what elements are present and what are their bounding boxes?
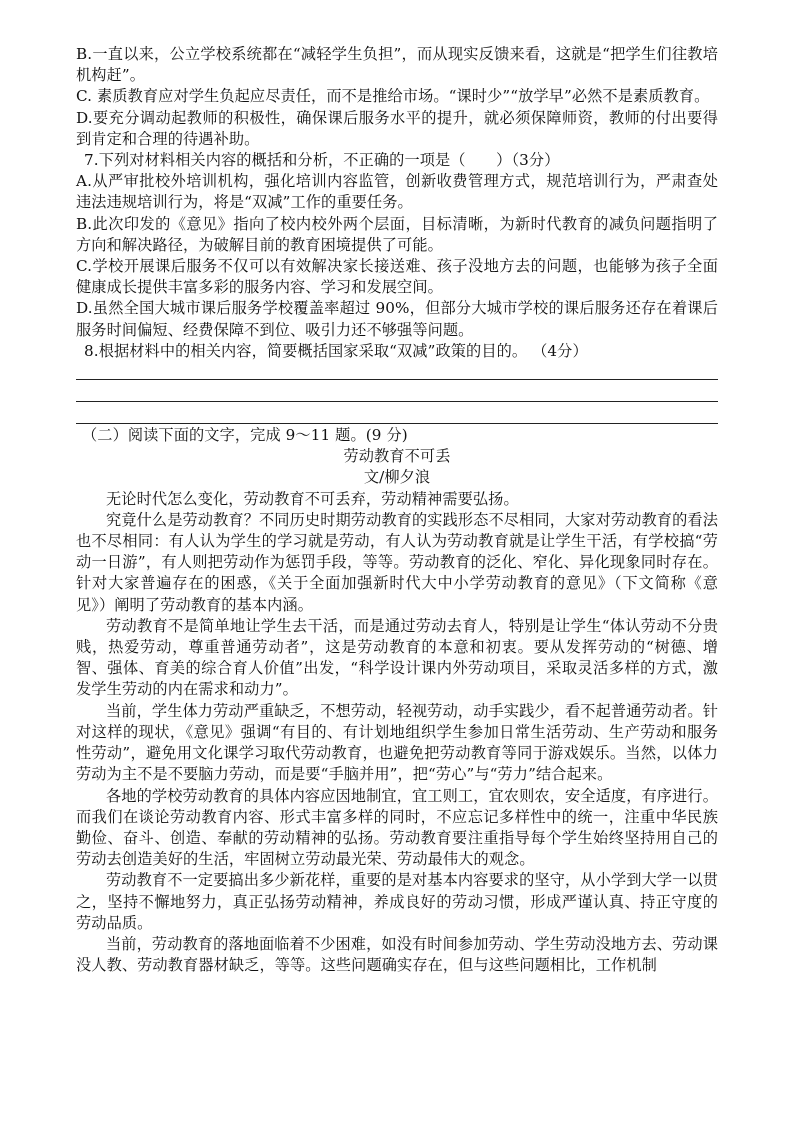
article-author: 文/柳夕浪 [363,468,431,487]
q7-option-a: A.从严审批校外培训机构，强化培训内容监管，创新收费管理方式，规范培训行为，严肃查处违法违规培训行为，将是“双减”工作的重要任务。 [76,172,718,212]
answer-lines [76,358,718,424]
q7-option-c: C.学校开展课后服务不仅可以有效解决家长接送难、孩子没地方去的问题，也能够为孩子全面健康成长提供丰富多彩的服务内容、学习和发展空间。 [76,257,718,297]
article-paragraph: 各地的学校劳动教育的具体内容应因地制宜，宜工则工，宜农则农，安全适度，有序进行。而我们在谈论劳动教育内容、形式丰富多样的同时，不应忘记多样性中的统一，注重中华民族勤俭、奋斗、创造、奉献的劳动精神的弘扬。劳动教育要注重指导每个学生始终坚持用自己的劳动去创造美好的生活，牢固树立劳动最光荣、劳动最伟大的观念。 [76,786,718,869]
q6-option-d: D.要充分调动起教师的积极性，确保课后服务水平的提升，就必须保障师资，教师的付出要得到肯定和合理的待遇补助。 [76,108,718,148]
answer-line[interactable] [76,402,718,424]
article-paragraph: 当前，学生体力劳动严重缺乏，不想劳动，轻视劳动，动手实践少，看不起普通劳动者。针对这样的现状，《意见》强调“有目的、有计划地组织学生参加日常生活劳动、生产劳动和服务性劳动”，避免用文化课学习取代劳动教育，也避免把劳动教育等同于游戏娱乐。当然，以体力劳动为主不是不要脑力劳动，而是要“手脑并用”，把“劳心”与“劳力”结合起来。 [76,701,718,784]
q6-option-b: B.一直以来，公立学校系统都在“减轻学生负担”，而从现实反馈来看，这就是“把学生们往教培机构赶”。 [76,45,718,85]
q6-option-c: C. 素质教育应对学生负起应尽责任，而不是推给市场。“课时少”“放学早”必然不是素质教育。 [76,87,710,106]
q7-option-b: B.此次印发的《意见》指向了校内校外两个层面，目标清晰，为新时代教育的减负问题指明了方向和解决路径，为破解目前的教育困境提供了可能。 [76,214,718,254]
article-paragraph: 究竟什么是劳动教育？不同历史时期劳动教育的实践形态不尽相同，大家对劳动教育的看法也不尽相同：有人认为学生的学习就是劳动，有人认为劳动教育就是让学生干活，有学校搞“劳动一日游”，有人则把劳动作为惩罚手段，等等。劳动教育的泛化、窄化、异化现象同时存在。针对大家普遍存在的困惑，《关于全面加强新时代大中小学劳动教育的意见》（下文简称《意见》）阐明了劳动教育的基本内涵。 [76,510,718,614]
article-paragraph: 无论时代怎么变化，劳动教育不可丢弃，劳动精神需要弘扬。 [106,489,519,508]
q7-option-d: D.虽然全国大城市课后服务学校覆盖率超过 90%，但部分大城市学校的课后服务还存在着课后服务时间偏短、经费保障不到位、吸引力还不够强等问题。 [76,299,718,339]
q7-stem: 7.下列对材料相关内容的概括和分析，不正确的一项是（ ）（3分） [84,151,560,170]
q8-stem: 8.根据材料中的相关内容，简要概括国家采取“双减”政策的目的。 （4分） [84,341,588,360]
article-title: 劳动教育不可丢 [343,447,451,466]
section-header: （二）阅读下面的文字，完成 9～11 题。(9 分) [82,426,408,445]
answer-line[interactable] [76,380,718,402]
article-paragraph: 当前，劳动教育的落地面临着不少困难，如没有时间参加劳动、学生劳动没地方去、劳动课没人教、劳动教育器材缺乏，等等。这些问题确实存在，但与这些问题相比，工作机制 [76,934,718,975]
article-paragraph: 劳动教育不一定要搞出多少新花样，重要的是对基本内容要求的坚守，从小学到大学一以贯之，坚持不懈地努力，真正弘扬劳动精神，养成良好的劳动习惯，形成严谨认真、持正守度的劳动品质。 [76,871,718,932]
article-paragraph: 劳动教育不是简单地让学生去干活，而是通过劳动去育人，特别是让学生“体认劳动不分贵贱，热爱劳动，尊重普通劳动者”，这是劳动教育的本意和初衷。要从发挥劳动的“树德、增智、强体、育美的综合育人价值”出发，“科学设计课内外劳动项目，采取灵活多样的方式，激发学生劳动的内在需求和动力”。 [76,616,718,699]
exam-page [76,44,718,976]
